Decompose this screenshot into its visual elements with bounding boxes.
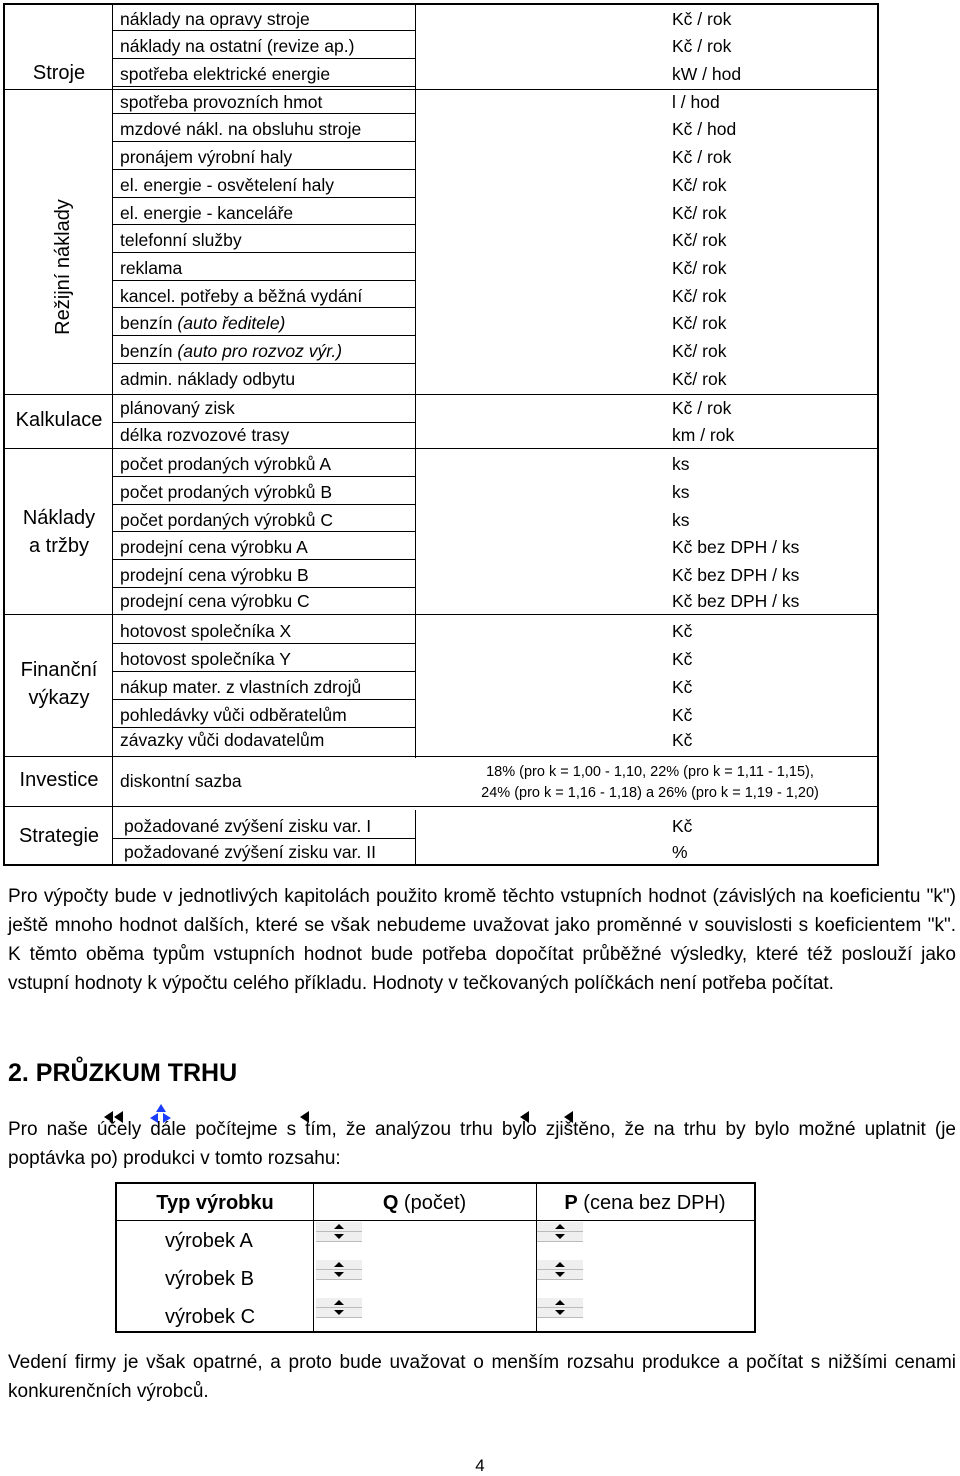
- market-col-price-text: (cena bez DPH): [577, 1192, 726, 1214]
- table-row-divider: [113, 141, 415, 142]
- category-naklady-line1: Náklady: [22, 507, 96, 529]
- arrow-up-icon: [334, 1262, 344, 1267]
- row-unit: Kč / rok: [672, 36, 732, 56]
- row-unit: Kč: [672, 677, 693, 697]
- cursor-marker-icon: [150, 1104, 172, 1126]
- row-label: počet prodaných výrobků A: [120, 454, 332, 474]
- value-stepper[interactable]: [316, 1222, 362, 1241]
- row-label: mzdové nákl. na obsluhu stroje: [120, 119, 362, 139]
- section-heading: 2. PRŮZKUM TRHU: [8, 1059, 238, 1087]
- market-row-label: výrobek B: [165, 1268, 254, 1290]
- market-table: [115, 1182, 756, 1333]
- arrow-down-icon: [555, 1234, 565, 1239]
- row-label: závazky vůči dodavatelům: [120, 730, 325, 750]
- row-label: reklama: [120, 258, 183, 278]
- row-unit: Kč: [672, 730, 693, 750]
- row-unit: Kč: [672, 649, 693, 669]
- row-unit: Kč / rok: [672, 9, 732, 29]
- table-row-divider: [113, 252, 415, 253]
- stepper-up-button[interactable]: [537, 1298, 583, 1308]
- row-label: požadované zvýšení zisku var. I: [124, 816, 372, 836]
- stepper-down-button[interactable]: [316, 1308, 362, 1318]
- arrow-up-icon: [555, 1262, 565, 1267]
- table-border-left: [3, 3, 5, 866]
- row-unit: Kč/ rok: [672, 313, 727, 333]
- marker-icon: [520, 1111, 529, 1123]
- row-label: prodejní cena výrobku A: [120, 537, 308, 557]
- value-stepper[interactable]: [316, 1260, 362, 1279]
- row-label: diskontní sazba: [120, 771, 242, 791]
- market-row-label: výrobek A: [165, 1230, 253, 1252]
- row-label: pronájem výrobní haly: [120, 147, 293, 167]
- market-col-type: Typ výrobku: [156, 1192, 274, 1214]
- row-label: telefonní služby: [120, 230, 242, 250]
- row-label: prodejní cena výrobku B: [120, 565, 309, 585]
- table-row-divider: [113, 280, 415, 281]
- value-stepper[interactable]: [537, 1222, 583, 1241]
- table-row-divider: [113, 58, 415, 59]
- row-label: pohledávky vůči odběratelům: [120, 705, 347, 725]
- table-section-divider: [5, 448, 877, 449]
- row-label: náklady na ostatní (revize ap.): [120, 36, 355, 56]
- row-unit: ks: [672, 510, 690, 530]
- arrow-up-icon: [334, 1224, 344, 1229]
- table-row-divider: [113, 727, 415, 728]
- marker-icon: [564, 1111, 573, 1123]
- table-border-right: [877, 3, 879, 866]
- table-section-divider: [5, 614, 877, 615]
- stepper-down-button[interactable]: [537, 1308, 583, 1318]
- table-row-divider: [113, 643, 415, 644]
- row-label: [120, 313, 285, 333]
- arrow-down-icon: [334, 1272, 344, 1277]
- table-row-divider: [113, 113, 415, 114]
- row-label: délka rozvozové trasy: [120, 425, 290, 445]
- row-label: plánovaný zisk: [120, 398, 235, 418]
- category-strategie: Strategie: [18, 825, 100, 847]
- category-financni-line1: Finanční: [20, 659, 98, 681]
- stepper-up-button[interactable]: [316, 1222, 362, 1232]
- row-label-part-italic: (auto ředitele): [177, 313, 286, 333]
- row-unit: Kč: [672, 705, 693, 725]
- table-section-divider: [5, 806, 877, 807]
- row-unit: Kč/ rok: [672, 203, 727, 223]
- row-label: nákup mater. z vlastních zdrojů: [120, 677, 362, 697]
- table-row-divider: [113, 335, 415, 336]
- market-col-quantity-text: (počet): [398, 1192, 467, 1214]
- intro-paragraph: Pro výpočty bude v jednotlivých kapitolách použito kromě těchto vstupních hodnot (závislých na koeficientu "k") ještě mnoho hodnot dalších, které se však nebudeme uvažovat jako proměnné v souvislosti s koeficientem "k". K těmto oběma typům vstupních hodnot bude potřeba dopočítat průběžné výsledky, které též poslouží jako vstupní hodnoty k výpočtu celého příkladu. Hodnoty v tečkovaných políčkách není potřeba počítat.: [8, 886, 956, 994]
- category-kalkulace: Kalkulace: [15, 409, 103, 431]
- value-stepper[interactable]: [316, 1298, 362, 1317]
- arrow-up-icon: [555, 1300, 565, 1305]
- stepper-down-button[interactable]: [537, 1270, 583, 1280]
- table-row-divider: [113, 86, 415, 87]
- row-unit: Kč: [672, 816, 693, 836]
- row-unit: Kč / rok: [672, 147, 732, 167]
- table-section-divider: [5, 394, 877, 395]
- table-row-divider: [113, 224, 415, 225]
- table-row-divider: [113, 169, 415, 170]
- row-unit: %: [672, 842, 688, 862]
- row-label: požadované zvýšení zisku var. II: [124, 842, 376, 862]
- row-label: hotovost společníka X: [120, 621, 292, 641]
- value-stepper[interactable]: [537, 1260, 583, 1279]
- stepper-up-button[interactable]: [537, 1222, 583, 1232]
- table-row-divider: [113, 531, 415, 532]
- table-row-divider: [113, 699, 415, 700]
- category-rezijni: Režijní náklady: [52, 199, 74, 335]
- row-label: kancel. potřeby a běžná vydání: [120, 286, 363, 306]
- table-border-top: [3, 3, 879, 5]
- discount-note: [420, 762, 880, 804]
- row-label: počet pordaných výrobků C: [120, 510, 334, 530]
- market-row-label: výrobek C: [165, 1306, 256, 1328]
- table-row-divider: [113, 476, 415, 477]
- table-row-divider: [113, 504, 415, 505]
- row-label: náklady na opravy stroje: [120, 9, 310, 29]
- marker-icon: [300, 1111, 309, 1123]
- discount-note-line1: 18% (pro k = 1,00 - 1,10, 22% (pro k = 1,11 - 1,15),: [486, 764, 814, 780]
- row-label: el. energie - osvětelení haly: [120, 175, 335, 195]
- stepper-down-button[interactable]: [537, 1232, 583, 1242]
- marker-icon: [114, 1111, 123, 1123]
- row-unit: Kč/ rok: [672, 175, 727, 195]
- row-label: prodejní cena výrobku C: [120, 591, 310, 611]
- stepper-down-button[interactable]: [316, 1232, 362, 1242]
- row-unit: Kč bez DPH / ks: [672, 591, 800, 611]
- table-row-divider: [113, 559, 415, 560]
- row-label-part: benzín: [120, 313, 178, 333]
- table-row-divider: [113, 838, 415, 839]
- row-unit: ks: [672, 482, 690, 502]
- row-label-part: benzín: [120, 341, 178, 361]
- stepper-up-button[interactable]: [537, 1260, 583, 1270]
- row-unit: Kč bez DPH / ks: [672, 565, 800, 585]
- stepper-down-button[interactable]: [316, 1270, 362, 1280]
- market-table-header-divider: [117, 1220, 754, 1221]
- page-number: 4: [475, 1456, 485, 1475]
- row-unit: Kč/ rok: [672, 286, 727, 306]
- row-unit: Kč bez DPH / ks: [672, 537, 800, 557]
- row-unit: Kč/ rok: [672, 230, 727, 250]
- table-row-divider: [113, 307, 415, 308]
- market-col-quantity-symbol: Q: [382, 1192, 399, 1214]
- category-financni-line2: výkazy: [28, 687, 90, 709]
- row-unit: Kč/ rok: [672, 258, 727, 278]
- table-border-bottom: [3, 864, 879, 866]
- row-label-part-italic: (auto pro rozvoz výr.): [177, 341, 343, 361]
- row-label: hotovost společníka Y: [120, 649, 291, 669]
- row-unit: Kč/ rok: [672, 341, 727, 361]
- table-row-divider: [113, 587, 415, 588]
- arrow-down-icon: [555, 1272, 565, 1277]
- table-row-divider: [113, 671, 415, 672]
- arrow-down-icon: [334, 1234, 344, 1239]
- row-label: spotřeba provozních hmot: [120, 92, 323, 112]
- table-col-divider: [112, 3, 113, 866]
- value-stepper[interactable]: [537, 1298, 583, 1317]
- stepper-up-button[interactable]: [316, 1260, 362, 1270]
- table-row-divider: [113, 197, 415, 198]
- row-unit: Kč / rok: [672, 398, 732, 418]
- market-col-price-symbol: P: [564, 1192, 578, 1214]
- arrow-up-icon: [555, 1224, 565, 1229]
- table-row-divider: [113, 30, 415, 31]
- row-label: el. energie - kanceláře: [120, 203, 294, 223]
- market-col-price: [536, 1191, 754, 1215]
- row-label: počet prodaných výrobků B: [120, 482, 333, 502]
- row-label: spotřeba elektrické energie: [120, 64, 331, 84]
- table-section-divider: [5, 756, 877, 757]
- row-label: admin. náklady odbytu: [120, 369, 296, 389]
- category-investice: Investice: [19, 769, 99, 791]
- arrow-down-icon: [555, 1310, 565, 1315]
- market-paragraph: Pro naše účely dále počítejme s tím, že analýzou trhu bylo zjištěno, že na trhu by bylo možné uplatnit (je poptávka po) produkci v tomto rozsahu:: [8, 1119, 956, 1169]
- row-unit: km / rok: [672, 425, 735, 445]
- arrow-up-icon: [334, 1300, 344, 1305]
- row-label: [120, 341, 342, 361]
- marker-icon: [104, 1111, 113, 1123]
- market-col-quantity: [313, 1191, 536, 1215]
- table-col-divider: [415, 810, 416, 866]
- row-unit: ks: [672, 454, 690, 474]
- table-section-divider: [5, 89, 877, 90]
- row-unit: Kč / hod: [672, 119, 737, 139]
- closing-paragraph: Vedení firmy je však opatrné, a proto bude uvažovat o menším rozsahu produkce a počítat s nižšími cenami konkurenčních výrobců.: [8, 1352, 956, 1402]
- category-stroje: Stroje: [32, 62, 86, 84]
- row-unit: l / hod: [672, 92, 720, 112]
- table-col-divider: [415, 3, 416, 758]
- table-row-divider: [113, 363, 415, 364]
- discount-note-line2: 24% (pro k = 1,16 - 1,18) a 26% (pro k = 1,19 - 1,20): [481, 785, 819, 801]
- row-unit: Kč/ rok: [672, 369, 727, 389]
- arrow-down-icon: [334, 1310, 344, 1315]
- table-row-divider: [113, 422, 415, 423]
- stepper-up-button[interactable]: [316, 1298, 362, 1308]
- row-unit: kW / hod: [672, 64, 742, 84]
- row-unit: Kč: [672, 621, 693, 641]
- category-naklady-line2: a tržby: [28, 535, 90, 557]
